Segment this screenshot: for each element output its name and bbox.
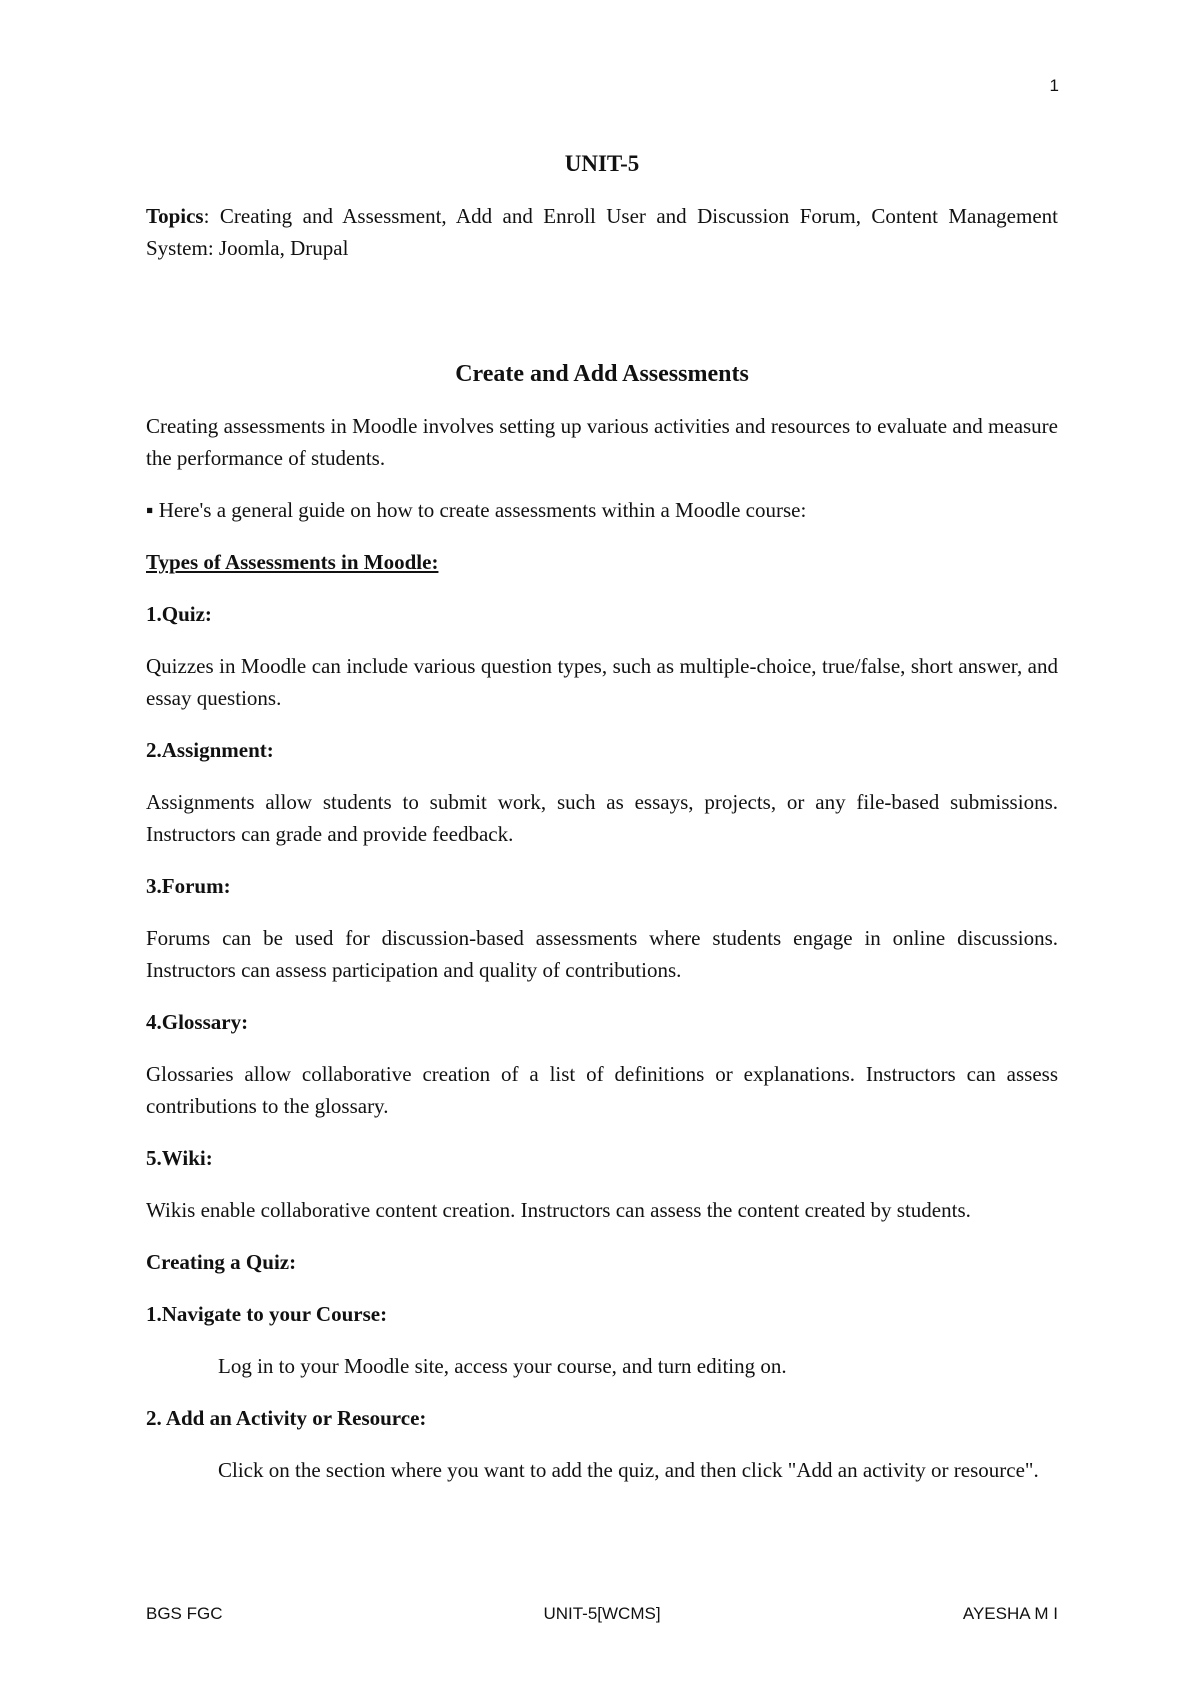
types-heading: Types of Assessments in Moodle: xyxy=(146,550,439,574)
topics-text: : Creating and Assessment, Add and Enroll User and Discussion Forum, Content Management System: Joomla, Drupal xyxy=(146,204,1058,260)
guide-line: ▪ Here's a general guide on how to create assessments within a Moodle course: xyxy=(146,498,807,522)
footer-left: BGS FGC xyxy=(146,1604,223,1623)
step-heading-navigate: 1.Navigate to your Course: xyxy=(146,1302,388,1326)
type-text-glossary: Glossaries allow collaborative creation of a list of definitions or explanations. Instructors can assess contributions to the glossary. xyxy=(146,1062,1058,1118)
step-heading-add-activity: 2. Add an Activity or Resource: xyxy=(146,1406,427,1430)
type-text-wiki: Wikis enable collaborative content creation. Instructors can assess the content created by students. xyxy=(146,1198,971,1222)
step-text-navigate: Log in to your Moodle site, access your course, and turn editing on. xyxy=(218,1354,787,1378)
type-heading-assignment: 2.Assignment: xyxy=(146,738,274,762)
page-number: 1 xyxy=(1049,76,1059,95)
topics-line xyxy=(146,200,1058,264)
intro-paragraph: Creating assessments in Moodle involves setting up various activities and resources to evaluate and measure the performance of students. xyxy=(146,414,1058,470)
footer-center: UNIT-5[WCMS] xyxy=(543,1604,661,1623)
footer-right: AYESHA M I xyxy=(962,1604,1058,1623)
creating-quiz-heading: Creating a Quiz: xyxy=(146,1250,297,1274)
unit-title: UNIT-5 xyxy=(564,151,640,176)
document-body xyxy=(146,148,1058,1506)
type-heading-quiz: 1.Quiz: xyxy=(146,602,212,626)
type-text-quiz: Quizzes in Moodle can include various question types, such as multiple-choice, true/false, short answer, and essay questions. xyxy=(146,654,1058,710)
page-footer xyxy=(146,1604,1058,1626)
type-text-assignment: Assignments allow students to submit work, such as essays, projects, or any file-based submissions. Instructors can grade and provide feedback. xyxy=(146,790,1058,846)
section-title: Create and Add Assessments xyxy=(455,361,749,387)
type-heading-wiki: 5.Wiki: xyxy=(146,1146,213,1170)
type-heading-forum: 3.Forum: xyxy=(146,874,231,898)
step-text-add-activity: Click on the section where you want to add the quiz, and then click "Add an activity or resource". xyxy=(218,1458,1039,1482)
type-heading-glossary: 4.Glossary: xyxy=(146,1010,249,1034)
type-text-forum: Forums can be used for discussion-based assessments where students engage in online discussions. Instructors can assess participation and quality of contributions. xyxy=(146,926,1058,982)
topics-label: Topics xyxy=(146,204,204,228)
